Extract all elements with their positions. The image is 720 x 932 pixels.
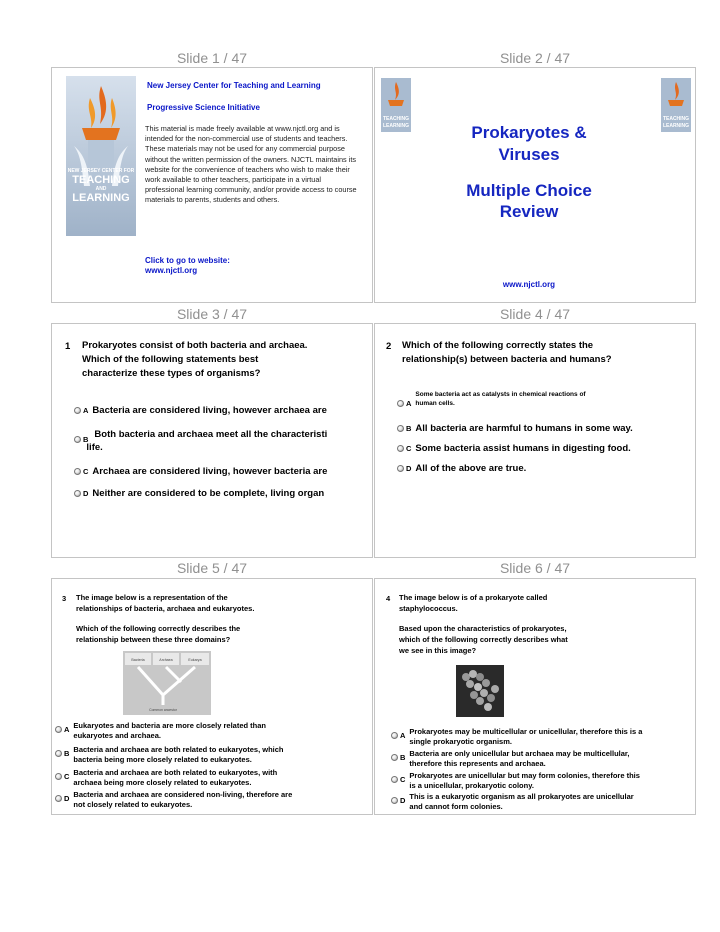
subtitle-line-2: Review <box>499 202 559 221</box>
option-letter: A <box>406 399 412 408</box>
option-letter: B <box>406 424 412 433</box>
option-text: Bacteria and archaea are both related to eukaryotes, which bacteria being more closely related to eukaryotes. <box>73 745 284 764</box>
slide-2 <box>374 67 696 303</box>
option-text: Bacteria are considered living, however archaea are <box>92 405 327 416</box>
right-logo-icon <box>659 78 693 132</box>
option-letter: A <box>64 725 70 734</box>
left-logo-icon <box>379 78 413 132</box>
question-number: 2 <box>386 341 392 352</box>
radio-icon[interactable] <box>397 465 404 472</box>
question-line-2: relationship(s) between bacteria and humans? <box>402 354 612 365</box>
option-text <box>415 390 585 408</box>
radio-icon[interactable] <box>55 795 62 802</box>
option-b[interactable] <box>74 428 327 454</box>
slide-3-title: Slide 3 / 47 <box>176 306 248 322</box>
question-2-line-2: relationship between these three domains? <box>76 635 231 644</box>
slide-5-title: Slide 5 / 47 <box>176 560 248 576</box>
radio-icon[interactable] <box>55 726 62 733</box>
radio-icon[interactable] <box>74 436 81 443</box>
option-letter: D <box>406 464 412 473</box>
option-a[interactable] <box>397 390 586 408</box>
option-text: Eukaryotes and bacteria are more closely related than eukaryotes and archaea. <box>73 721 267 740</box>
phylogenetic-tree-image <box>123 651 211 719</box>
question-line-1: Prokaryotes consist of both bacteria and archaea. <box>82 340 308 351</box>
license-text: This material is made freely available at www.njctl.org and is intended for the non-commercial use of students and teachers. These materials may not be used for any commercial purpose without the written permission of the owners. NJCTL maintains its website for the convenience of teachers who wish to make their work available to other teachers, participate in a virtual professional learning community, and/or provide access to course materials to parents, students and others. <box>145 124 357 205</box>
option-letter: C <box>83 467 89 476</box>
logo-caption-line-2: TEACHING <box>72 174 130 186</box>
question-2-line-3: we see in this image? <box>399 646 477 655</box>
question-2-line-1: Based upon the characteristics of prokaryotes, <box>399 624 567 633</box>
question-2-line-1: Which of the following correctly describes the <box>76 624 241 633</box>
option-letter: D <box>83 489 89 498</box>
option-b[interactable] <box>55 745 365 765</box>
option-letter: D <box>400 796 406 805</box>
question-text <box>399 592 689 614</box>
tree-label-archaea: Archaea <box>159 658 173 662</box>
staphylococcus-image <box>456 665 504 721</box>
radio-icon[interactable] <box>55 750 62 757</box>
question-number: 3 <box>62 594 67 603</box>
option-letter: B <box>83 435 89 444</box>
option-text: All of the above are true. <box>415 463 527 474</box>
question-text <box>82 339 372 381</box>
option-text-line-2: human cells. <box>415 400 455 407</box>
website-link[interactable] <box>145 256 230 276</box>
logo-caption-line-4: LEARNING <box>72 192 130 204</box>
slide-6 <box>374 578 696 815</box>
option-text: Bacteria are only unicellular but archaea may be multicellular, therefore this represents and archaea. <box>409 749 630 768</box>
option-c[interactable] <box>74 465 327 478</box>
logo-caption <box>64 168 138 204</box>
question-line-1: The image below is a representation of the <box>76 593 228 602</box>
question-text-2 <box>399 623 689 656</box>
option-letter: C <box>64 772 70 781</box>
option-b[interactable] <box>391 749 691 769</box>
question-text <box>76 592 366 614</box>
option-letter: A <box>400 731 406 740</box>
presentation-title <box>429 122 629 166</box>
slide-2-title: Slide 2 / 47 <box>499 50 571 66</box>
option-text: Bacteria and archaea are both related to eukaryotes, with archaea being more closely related to eukaryotes. <box>73 768 278 787</box>
left-logo-text-2: LEARNING <box>382 123 410 129</box>
radio-icon[interactable] <box>74 490 81 497</box>
option-letter: C <box>400 775 406 784</box>
option-letter: D <box>64 794 70 803</box>
left-logo-text-1: TEACHING <box>382 116 410 122</box>
option-c[interactable] <box>397 442 631 455</box>
slide-1 <box>51 67 373 303</box>
question-line-2: relationships of bacteria, archaea and eukaryotes. <box>76 604 255 613</box>
question-line-1: Which of the following correctly states the <box>402 340 594 351</box>
slide-4 <box>374 323 696 558</box>
radio-icon[interactable] <box>391 754 398 761</box>
radio-icon[interactable] <box>391 776 398 783</box>
question-text <box>402 339 692 367</box>
logo-caption-line-1: NEW JERSEY CENTER FOR <box>67 168 135 174</box>
slide-6-title: Slide 6 / 47 <box>499 560 571 576</box>
njctl-logo-icon <box>60 76 142 244</box>
option-text: Some bacteria assist humans in digesting food. <box>415 443 631 454</box>
option-text: Archaea are considered living, however bacteria are <box>92 466 328 477</box>
question-2-line-2: which of the following correctly describes what <box>399 635 568 644</box>
option-letter: A <box>83 406 89 415</box>
option-text: Prokaryotes are unicellular but may form colonies, therefore this is a unicellular, prokaryotic colony. <box>409 771 640 790</box>
option-a[interactable] <box>55 721 365 741</box>
title-line-1: Prokaryotes & <box>471 123 587 142</box>
tree-label-bacteria: Bacteria <box>131 658 145 662</box>
slide-1-title: Slide 1 / 47 <box>176 50 248 66</box>
question-number: 4 <box>386 594 391 603</box>
website-link[interactable]: www.njctl.org <box>502 280 556 289</box>
radio-icon[interactable] <box>397 445 404 452</box>
option-letter: B <box>64 749 70 758</box>
option-text-line-2: life. <box>86 442 103 453</box>
logo-caption-line-3: AND <box>95 186 107 192</box>
organization-name: New Jersey Center for Teaching and Learning <box>147 81 321 90</box>
radio-icon[interactable] <box>397 400 404 407</box>
website-link-url: www.njctl.org <box>145 266 198 275</box>
question-line-2: staphylococcus. <box>399 604 458 613</box>
option-letter: B <box>400 753 406 762</box>
question-line-2: Which of the following statements best <box>82 354 259 365</box>
option-text <box>86 428 328 454</box>
option-a[interactable] <box>391 727 691 747</box>
option-d[interactable] <box>55 790 365 810</box>
radio-icon[interactable] <box>74 407 81 414</box>
radio-icon[interactable] <box>391 797 398 804</box>
question-text-2 <box>76 623 366 645</box>
question-line-1: The image below is of a prokaryote called <box>399 593 548 602</box>
option-a[interactable] <box>74 404 327 417</box>
option-c[interactable] <box>55 768 365 788</box>
radio-icon[interactable] <box>74 468 81 475</box>
website-link-label: Click to go to website: <box>145 256 230 265</box>
option-letter: C <box>406 444 412 453</box>
initiative-name: Progressive Science Initiative <box>147 103 260 112</box>
slide-3 <box>51 323 373 558</box>
tree-label-eukarya: Eukarya <box>188 658 202 662</box>
option-text: Bacteria and archaea are considered non-living, therefore are not closely related to eukaryotes. <box>73 790 293 809</box>
right-logo-text-2: LEARNING <box>662 123 690 129</box>
option-d[interactable] <box>391 792 691 812</box>
question-number: 1 <box>65 341 71 352</box>
option-text-line-1: Some bacteria act as catalysts in chemical reactions of <box>415 391 586 398</box>
presentation-subtitle <box>429 180 629 222</box>
option-text-line-1: Both bacteria and archaea meet all the characteristi <box>94 429 328 440</box>
option-b[interactable] <box>397 422 633 435</box>
tree-label-common-ancestor: Common ancestor <box>149 708 177 712</box>
radio-icon[interactable] <box>391 732 398 739</box>
option-d[interactable] <box>74 487 324 500</box>
question-line-3: characterize these types of organisms? <box>82 368 261 379</box>
slide-4-title: Slide 4 / 47 <box>499 306 571 322</box>
option-text: Neither are considered to be complete, living organ <box>92 488 325 499</box>
option-d[interactable] <box>397 462 526 475</box>
slide-5 <box>51 578 373 815</box>
title-line-2: Viruses <box>498 145 560 164</box>
option-text: Prokaryotes may be multicellular or unicellular, therefore this is a single prokaryotic organism. <box>409 727 643 746</box>
radio-icon[interactable] <box>55 773 62 780</box>
radio-icon[interactable] <box>397 425 404 432</box>
option-c[interactable] <box>391 771 691 791</box>
right-logo-text-1: TEACHING <box>662 116 690 122</box>
option-text: This is a eukaryotic organism as all prokaryotes are unicellular and cannot form colonies. <box>409 792 634 811</box>
option-text: All bacteria are harmful to humans in some way. <box>415 423 633 434</box>
subtitle-line-1: Multiple Choice <box>466 181 592 200</box>
